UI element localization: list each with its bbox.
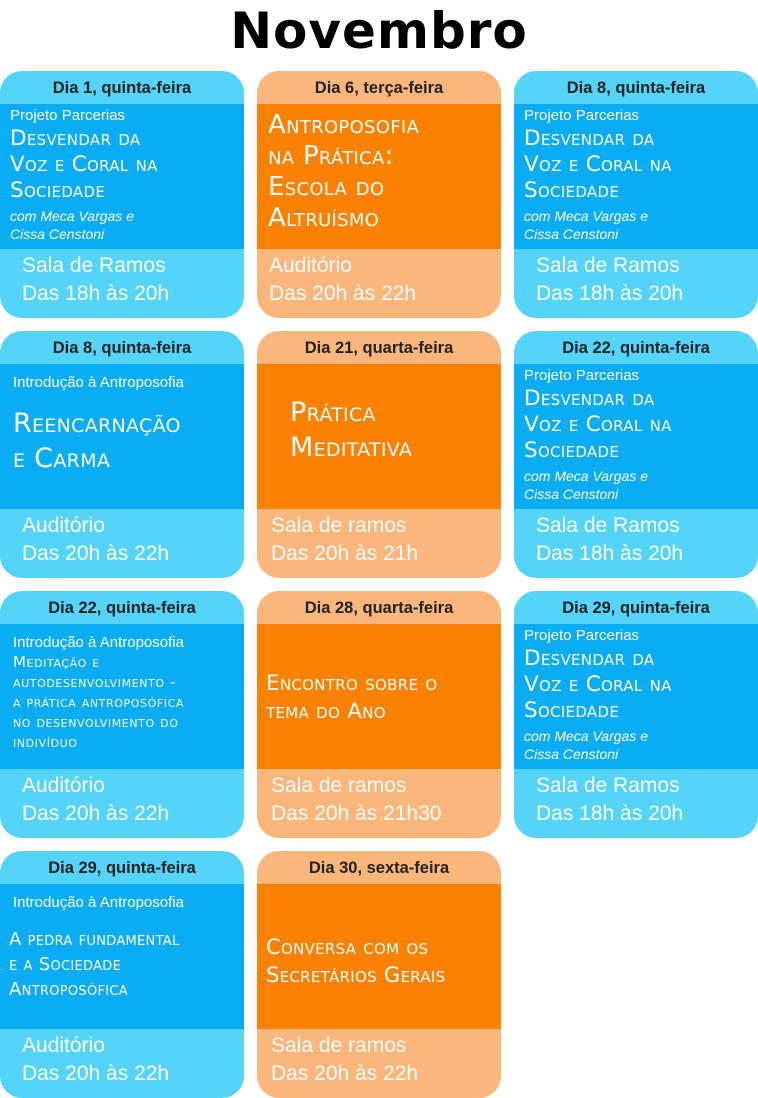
event-location: [514, 769, 758, 838]
event-body: [257, 104, 501, 249]
event-time: Das 18h às 20h: [536, 542, 684, 565]
event-card[interactable]: [514, 591, 758, 838]
event-title: Conversa com os Secretários Gerais: [266, 935, 446, 987]
event-date: Dia 8, quinta-feira: [514, 71, 758, 104]
event-room: Sala de Ramos: [536, 514, 680, 537]
event-time: Das 20h às 22h: [271, 1062, 419, 1085]
event-time: Das 20h às 21h30: [271, 802, 442, 825]
event-location: [514, 509, 758, 578]
event-card[interactable]: [0, 591, 244, 838]
event-card[interactable]: [257, 591, 501, 838]
event-card[interactable]: [0, 851, 244, 1098]
event-location: [0, 249, 244, 318]
event-date: Dia 22, quinta-feira: [0, 591, 244, 624]
event-body: [0, 104, 244, 249]
event-hosts: com Meca Vargas e Cissa Censtoni: [524, 468, 648, 502]
event-location: [257, 1029, 501, 1098]
event-date: Dia 22, quinta-feira: [514, 331, 758, 364]
event-hosts: com Meca Vargas e Cissa Censtoni: [524, 208, 648, 242]
event-title: Desvendar da Voz e Coral na Sociedade: [524, 126, 672, 203]
event-date: Dia 30, sexta-feira: [257, 851, 501, 884]
event-location: [257, 769, 501, 838]
event-body: [257, 884, 501, 1029]
event-location: [0, 509, 244, 578]
event-body: [0, 364, 244, 509]
event-location: [257, 509, 501, 578]
event-location: [0, 769, 244, 838]
event-room: Sala de Ramos: [22, 254, 166, 277]
event-location: [0, 1029, 244, 1098]
event-card[interactable]: [0, 71, 244, 318]
event-time: Das 18h às 20h: [536, 802, 684, 825]
event-hosts: com Meca Vargas e Cissa Censtoni: [524, 728, 648, 762]
event-room: Sala de Ramos: [536, 774, 680, 797]
event-title: Encontro sobre o tema do Ano: [266, 671, 438, 724]
event-date: Dia 21, quarta-feira: [257, 331, 501, 364]
event-time: Das 20h às 22h: [22, 1062, 170, 1085]
event-card[interactable]: [0, 331, 244, 578]
event-body: [257, 364, 501, 509]
event-title: Desvendar da Voz e Coral na Sociedade: [10, 126, 158, 203]
project-label: Projeto Parcerias: [524, 107, 640, 124]
series-label: Introdução à Antroposofia: [13, 634, 184, 651]
event-time: Das 20h às 21h: [271, 542, 419, 565]
page-title: Novembro: [230, 2, 528, 60]
event-title: A pedra fundamental e a Sociedade Antroposófica: [9, 929, 180, 1000]
event-room: Sala de ramos: [271, 774, 407, 797]
event-title: Antroposofia na Prática: Escola do Altruísmo: [268, 110, 420, 233]
event-room: Sala de ramos: [271, 1034, 407, 1057]
event-date: Dia 29, quinta-feira: [514, 591, 758, 624]
event-room: Auditório: [22, 514, 105, 537]
event-title: Prática Meditativa: [290, 397, 413, 463]
event-title: Desvendar da Voz e Coral na Sociedade: [524, 386, 672, 463]
event-time: Das 18h às 20h: [22, 282, 170, 305]
event-date: Dia 6, terça-feira: [257, 71, 501, 104]
event-time: Das 18h às 20h: [536, 282, 684, 305]
event-time: Das 20h às 22h: [269, 282, 417, 305]
event-location: [257, 249, 501, 318]
event-body: [257, 624, 501, 769]
event-body: [514, 364, 758, 509]
event-room: Sala de ramos: [271, 514, 407, 537]
event-room: Sala de Ramos: [536, 254, 680, 277]
event-hosts: com Meca Vargas e Cissa Censtoni: [10, 208, 134, 242]
event-date: Dia 8, quinta-feira: [0, 331, 244, 364]
event-room: Auditório: [22, 774, 105, 797]
event-body: [514, 624, 758, 769]
event-title: Desvendar da Voz e Coral na Sociedade: [524, 646, 672, 723]
series-label: Introdução à Antroposofia: [13, 894, 184, 911]
event-card[interactable]: [257, 331, 501, 578]
event-body: [0, 884, 244, 1029]
project-label: Projeto Parcerias: [524, 367, 640, 384]
series-label: Introdução à Antroposofia: [13, 374, 184, 391]
event-date: Dia 29, quinta-feira: [0, 851, 244, 884]
event-time: Das 20h às 22h: [22, 802, 170, 825]
event-body: [514, 104, 758, 249]
event-card[interactable]: [257, 851, 501, 1098]
event-card[interactable]: [514, 331, 758, 578]
event-title: Reencarnação e Carma: [13, 408, 181, 474]
event-room: Auditório: [269, 254, 352, 277]
event-title: Meditação e autodesenvolvimento - a prática antroposófica no desenvolvimento do indivíduo: [13, 653, 185, 751]
project-label: Projeto Parcerias: [524, 627, 640, 644]
event-location: [514, 249, 758, 318]
event-time: Das 20h às 22h: [22, 542, 170, 565]
event-room: Auditório: [22, 1034, 105, 1057]
event-body: [0, 624, 244, 769]
event-date: Dia 1, quinta-feira: [0, 71, 244, 104]
project-label: Projeto Parcerias: [10, 107, 126, 124]
event-date: Dia 28, quarta-feira: [257, 591, 501, 624]
event-card[interactable]: [514, 71, 758, 318]
event-card[interactable]: [257, 71, 501, 318]
